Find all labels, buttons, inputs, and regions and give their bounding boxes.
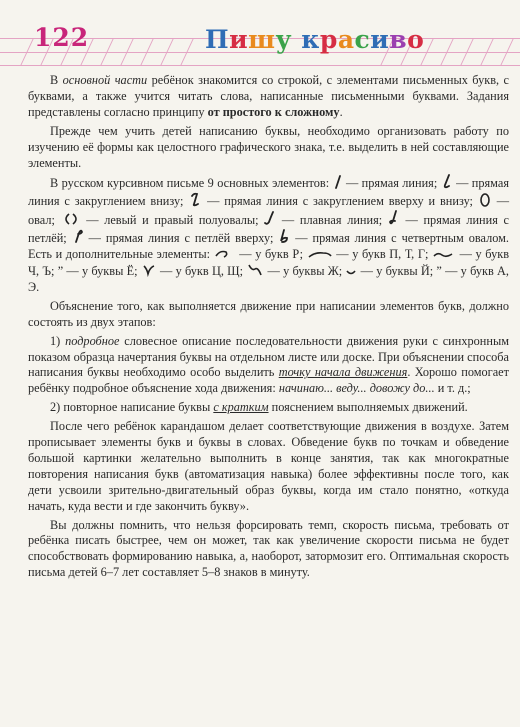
paragraph-explanation: Объяснение того, как выполняется движение при написании элементов букв, должно состоять из двух этапов: xyxy=(28,298,509,329)
p-t-g-letter-element-icon xyxy=(307,250,333,260)
paragraph-form: Прежде чем учить детей написанию буквы, необходимо организовать работу по изучению её формы как целостного графического знака, т.е. выделить в ней составляющие элементы. xyxy=(28,123,509,170)
paragraph-speed: Вы должны помнить, что нельзя форсировать темп, скорость письма, требовать от ребёнка писать быстрее, чем он может, так как увеличение скорости письма не будет способствовать формированию навыка, а, наоборот, затормозит его. Оптимальная скорость письма детей 6–7 лет составляет 5–8 знаков в минуту. xyxy=(28,517,509,580)
ts-shch-letter-element-icon xyxy=(141,263,157,277)
r-letter-element-icon xyxy=(214,248,236,260)
half-ovals-element-icon xyxy=(61,212,81,226)
title-letter: и xyxy=(229,25,249,54)
title-letter: с xyxy=(354,25,371,54)
title-letter: и xyxy=(370,25,390,54)
title-letter: о xyxy=(407,25,425,54)
ch-hard-sign-element-icon xyxy=(432,250,456,260)
paragraph-elements: В русском курсивном письме 9 основных элементов: — прямая линия; — прямая линия с закруглением внизу; — прямая линия с закруглением вверху и внизу; — овал; — левый и правый полуовалы; — плавная линия; — прямая линия с петлёй; — прямая линия с петлёй вверху; — прямая линия с четвертным овалом. Есть и дополнительные элементы: — у букв Р; — у букв П, Т, Г; — у букв Ч, Ъ; ” — у буквы Ё; — у букв Ц, Щ; — у буквы Ж; — у буквы Й; ” — у букв А, Э. xyxy=(28,176,510,294)
title-letter: в xyxy=(389,25,408,54)
title-letter: ш xyxy=(248,25,276,54)
line-with-bottom-hook-element-icon xyxy=(441,174,453,189)
title-letter: р xyxy=(319,25,338,54)
title-letter xyxy=(292,25,301,54)
oval-element-icon xyxy=(478,193,492,207)
book-title xyxy=(205,25,424,54)
paragraph-step-two: 2) повторное написание буквы с кратким пояснением выполняемых движений. xyxy=(50,400,468,415)
title-letter: к xyxy=(301,25,320,54)
page-body xyxy=(28,73,509,584)
title-letter: П xyxy=(205,25,230,54)
line-with-loop-element-icon xyxy=(388,210,400,226)
paragraph-intro: В основной части ребёнок знакомится со строкой, с элементами письменных букв, с буквами, а также учится читать слова, написанные письменными буквами. Задания представлены согласно принципу от простого к сложному. xyxy=(28,73,510,119)
line-with-top-loop-element-icon xyxy=(72,229,84,244)
line-with-quarter-oval-element-icon xyxy=(278,229,290,244)
zh-letter-element-icon xyxy=(246,263,264,277)
page-number: 122 xyxy=(34,23,90,52)
paragraph-practice: После чего ребёнок карандашом делает соответствующие движения в воздухе. Затем прописывает элементы букв и буквы в словах. Обведение букв по точкам и обведение большой картинки желательно выполнить в конце занятия, так как многократные повторения написания букв (автоматизация навыка) более эффективны после того, как дети усвоили зрительно-двигательный образ буквы, когда им стало понятно, «откуда начать, куда вести и где закончить букву». xyxy=(28,419,509,513)
page-header xyxy=(0,0,520,64)
line-with-top-bottom-hook-element-icon xyxy=(188,192,202,207)
smooth-line-element-icon xyxy=(264,211,276,226)
title-letter: у xyxy=(275,25,293,54)
straight-line-element-icon xyxy=(333,175,343,189)
title-letter: а xyxy=(337,25,355,54)
short-i-letter-element-icon xyxy=(345,269,357,277)
paragraph-step-one: 1) подробное словесное описание последовательности движения руки с синхронным показом образца начертания буквы на отдельном листе или доске. При объяснении способа написания буквы необходимо особо выделить точку начала движения. Хорошо помогает ребёнку подробное объяснение хода движения: начинаю... веду... довожу до... и т. д.; xyxy=(28,333,510,396)
